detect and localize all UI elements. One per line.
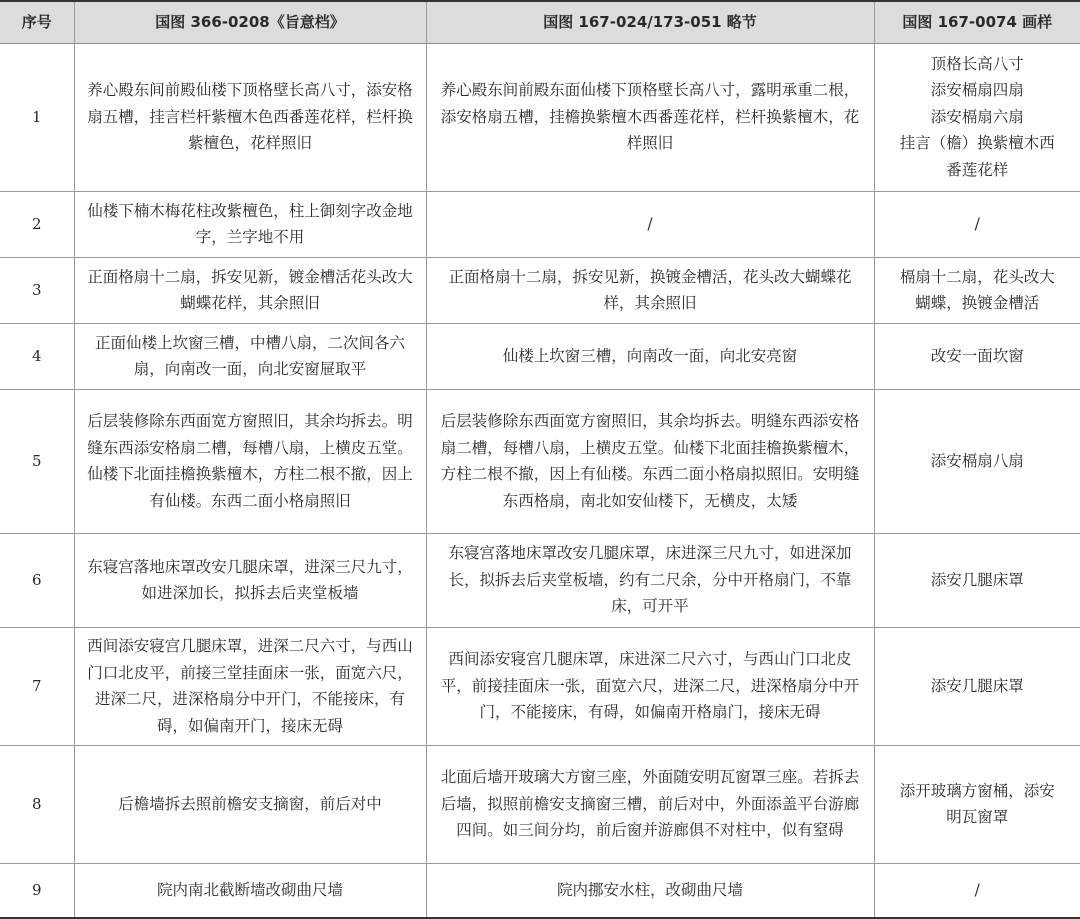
table-row [0, 533, 1080, 627]
cell-huayang [874, 191, 1080, 257]
row-number: 8 [0, 745, 74, 863]
huayang-line: 改安一面坎窗 [930, 346, 1024, 365]
row-number: 5 [0, 389, 74, 533]
table-row [0, 323, 1080, 389]
table-row [0, 627, 1080, 745]
cell-luejie: 后层装修除东西面宽方窗照旧，其余均拆去。明缝东西添安格扇二槽，每槽八扇，上横皮五堂。仙楼下北面挂檐换紫檀木，方柱二根不撤，因上有仙楼。东西二面小格扇拟照旧。安明缝东西格扇，南北如安仙楼下，无横皮，太矮 [426, 389, 874, 533]
cell-zhiyidang: 正面格扇十二扇，拆安见新，镀金槽活花头改大蝴蝶花样，其余照旧 [74, 257, 426, 323]
row-number: 3 [0, 257, 74, 323]
cell-luejie: 东寝宫落地床罩改安几腿床罩，床进深三尺九寸，如进深加长，拟拆去后夹堂板墙，约有二尺余，分中开格扇门，不靠床，可开平 [426, 533, 874, 627]
huayang-line: 添安槅扇四扇 [930, 81, 1024, 100]
cell-zhiyidang: 后层装修除东西面宽方窗照旧，其余均拆去。明缝东西添安格扇二槽，每槽八扇，上横皮五堂。仙楼下北面挂檐换紫檀木，方柱二根不撤，因上有仙楼。东西二面小格扇照旧 [74, 389, 426, 533]
huayang-line: 添开玻璃方窗桶，添安 [899, 781, 1055, 800]
cell-huayang [874, 323, 1080, 389]
huayang-line: 添安槅扇八扇 [930, 451, 1024, 470]
huayang-line: 槅扇十二扇，花头改大 [899, 267, 1055, 286]
table-row [0, 257, 1080, 323]
row-number: 9 [0, 863, 74, 918]
header-no: 序号 [0, 1, 74, 43]
cell-zhiyidang: 西间添安寝宫几腿床罩，进深二尺六寸，与西山门口北皮平，前接三堂挂面床一张，面宽六尺，进深二尺，进深格扇分中开门，不能接床，有碍，如偏南开门，接床无碍 [74, 627, 426, 745]
table-row [0, 863, 1080, 918]
table-row [0, 389, 1080, 533]
table-header [0, 1, 1080, 43]
header-source-huayang: 国图 167-0074 画样 [874, 1, 1080, 43]
cell-luejie: 养心殿东间前殿东面仙楼下顶格壁长高八寸，露明承重二根，添安格扇五槽，挂檐换紫檀木西番莲花样，栏杆换紫檀木，花样照旧 [426, 43, 874, 191]
cell-zhiyidang: 养心殿东间前殿仙楼下顶格壁长高八寸，添安格扇五槽，挂言栏杆紫檀木色西番莲花样，栏杆换紫檀色，花样照旧 [74, 43, 426, 191]
cell-zhiyidang: 正面仙楼上坎窗三槽，中槽八扇，二次间各六扇，向南改一面，向北安窗屉取平 [74, 323, 426, 389]
cell-zhiyidang: 东寝宫落地床罩改安几腿床罩，进深三尺九寸，如进深加长，拟拆去后夹堂板墙 [74, 533, 426, 627]
huayang-line: 挂言（檐）换紫檀木西 [899, 134, 1055, 153]
row-number: 6 [0, 533, 74, 627]
header-source-zhiyidang: 国图 366-0208《旨意档》 [74, 1, 426, 43]
cell-huayang [874, 627, 1080, 745]
row-number: 7 [0, 627, 74, 745]
cell-luejie: 仙楼上坎窗三槽，向南改一面，向北安亮窗 [426, 323, 874, 389]
huayang-line: 添安槅扇六扇 [930, 107, 1024, 126]
huayang-line: 添安几腿床罩 [930, 570, 1024, 589]
huayang-line: 明瓦窗罩 [946, 808, 1009, 826]
cell-huayang [874, 863, 1080, 918]
row-number: 4 [0, 323, 74, 389]
header-source-luejie: 国图 167-024/173-051 略节 [426, 1, 874, 43]
huayang-line: 顶格长高八寸 [930, 54, 1024, 73]
row-number: 2 [0, 191, 74, 257]
cell-huayang [874, 257, 1080, 323]
cell-luejie: 西间添安寝宫几腿床罩，床进深二尺六寸，与西山门口北皮平，前接挂面床一张，面宽六尺，进深二尺，进深格扇分中开门，不能接床，有碍，如偏南开格扇门，接床无碍 [426, 627, 874, 745]
cell-zhiyidang: 后檐墙拆去照前檐安支摘窗，前后对中 [74, 745, 426, 863]
cell-huayang [874, 745, 1080, 863]
cell-zhiyidang: 仙楼下楠木梅花柱改紫檀色，柱上御刻字改金地字，兰字地不用 [74, 191, 426, 257]
cell-zhiyidang: 院内南北截断墙改砌曲尺墙 [74, 863, 426, 918]
huayang-line: / [974, 214, 980, 233]
cell-huayang [874, 43, 1080, 191]
table-body [0, 43, 1080, 918]
table-row [0, 43, 1080, 191]
huayang-line: 添安几腿床罩 [930, 676, 1024, 695]
huayang-line: 番莲花样 [946, 160, 1009, 179]
table-row [0, 191, 1080, 257]
cell-luejie: 北面后墙开玻璃大方窗三座，外面随安明瓦窗罩三座。若拆去后墙，拟照前檐安支摘窗三槽，前后对中，外面添盖平台游廊四间。如三间分均，前后窗并游廊俱不对柱中，似有窒碍 [426, 745, 874, 863]
huayang-line: / [974, 881, 980, 899]
cell-luejie: / [426, 191, 874, 257]
cell-luejie: 正面格扇十二扇，拆安见新，换镀金槽活，花头改大蝴蝶花样，其余照旧 [426, 257, 874, 323]
cell-huayang [874, 533, 1080, 627]
row-number: 1 [0, 43, 74, 191]
cell-luejie: 院内挪安水柱，改砌曲尺墙 [426, 863, 874, 918]
huayang-line: 蝴蝶，换镀金槽活 [915, 294, 1040, 312]
table-row [0, 745, 1080, 863]
cell-huayang [874, 389, 1080, 533]
